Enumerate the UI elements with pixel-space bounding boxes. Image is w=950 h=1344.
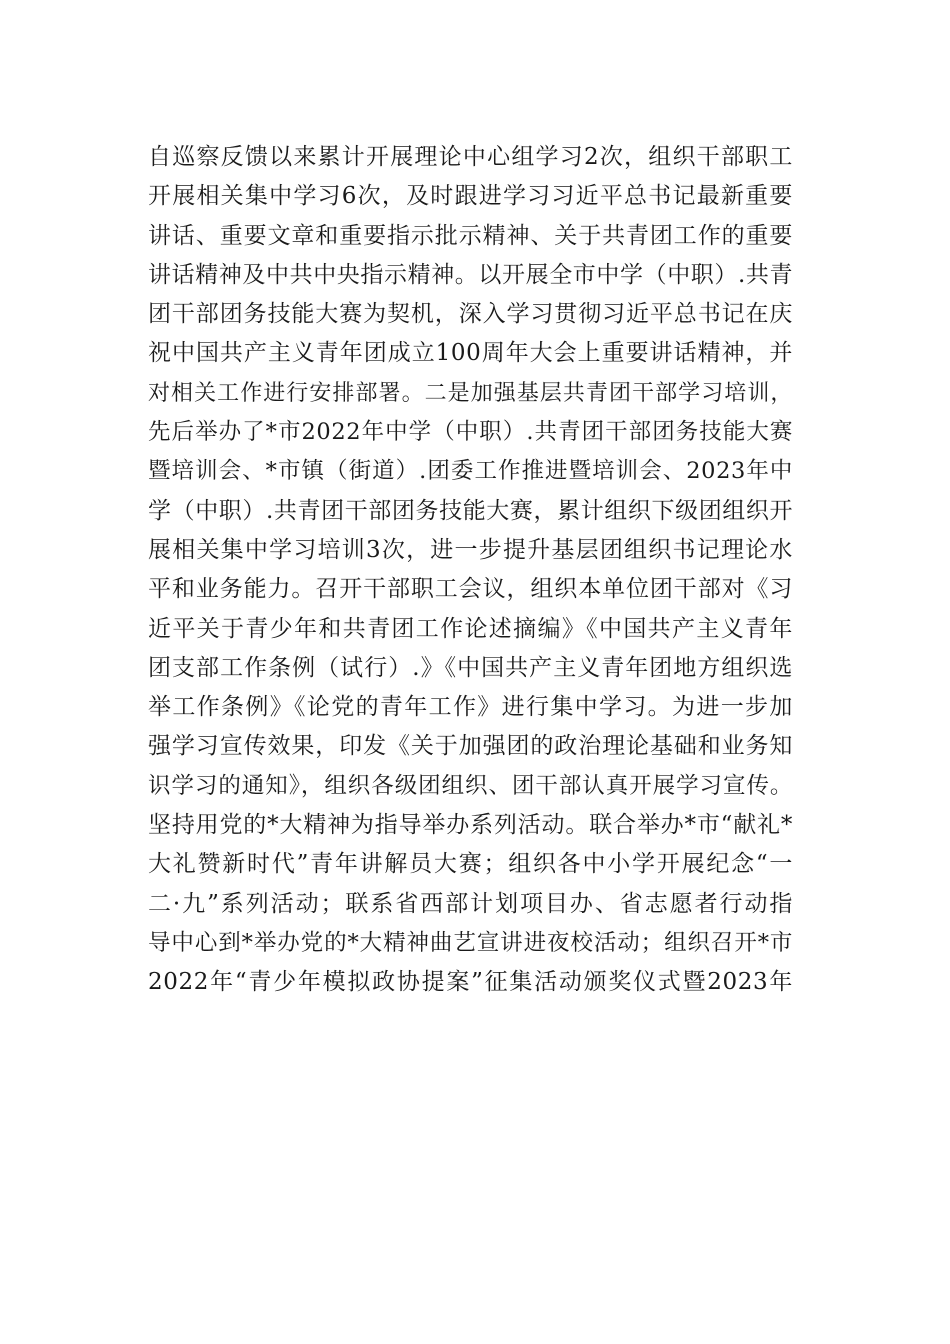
text-line-18: 坚持用党的*大精神为指导举办系列活动。联合举办*市“献礼*: [148, 812, 793, 839]
text-line-9: 暨培训会、*市镇（街道）.团委工作推进暨培训会、2023年中: [148, 458, 793, 485]
text-line-6: 祝中国共产主义青年团成立100周年大会上重要讲话精神，并: [148, 340, 793, 367]
text-line-10: 学（中职）.共青团干部团务技能大赛，累计组织下级团组织开: [148, 497, 793, 524]
text-line-13: 近平关于青少年和共青团工作论述摘编》《中国共产主义青年: [148, 615, 793, 642]
text-line-21: 导中心到*举办党的*大精神曲艺宣讲进夜校活动；组织召开*市: [148, 929, 793, 956]
text-line-17: 识学习的通知》，组织各级团组织、团干部认真开展学习宣传。: [148, 772, 793, 799]
text-line-20: 二·九”系列活动；联系省西部计划项目办、省志愿者行动指: [148, 890, 793, 917]
text-line-3: 讲话、重要文章和重要指示批示精神、关于共青团工作的重要: [148, 222, 793, 249]
text-line-5: 团干部团务技能大赛为契机，深入学习贯彻习近平总书记在庆: [148, 301, 793, 328]
text-line-16: 强学习宣传效果，印发《关于加强团的政治理论基础和业务知: [148, 733, 793, 760]
text-line-8: 先后举办了*市2022年中学（中职）.共青团干部团务技能大赛: [148, 419, 793, 446]
text-line-15: 举工作条例》《论党的青年工作》进行集中学习。为进一步加: [148, 694, 793, 721]
text-line-7: 对相关工作进行安排部署。二是加强基层共青团干部学习培训，: [148, 380, 793, 406]
text-line-22: 2022年“青少年模拟政协提案”征集活动颁奖仪式暨2023年: [148, 969, 793, 996]
text-line-12: 平和业务能力。召开干部职工会议，组织本单位团干部对《习: [148, 576, 793, 603]
text-line-19: 大礼赞新时代”青年讲解员大赛；组织各中小学开展纪念“一: [148, 851, 793, 878]
text-line-1: 自巡察反馈以来累计开展理论中心组学习2次，组织干部职工: [148, 144, 793, 170]
body-text: [148, 138, 793, 1003]
text-line-2: 开展相关集中学习6次，及时跟进学习习近平总书记最新重要: [148, 183, 793, 210]
text-line-11: 展相关集中学习培训3次，进一步提升基层团组织书记理论水: [148, 536, 793, 563]
text-line-14: 团支部工作条例（试行）.》《中国共产主义青年团地方组织选: [148, 654, 793, 681]
text-line-4: 讲话精神及中共中央指示精神。以开展全市中学（中职）.共青: [148, 261, 793, 288]
